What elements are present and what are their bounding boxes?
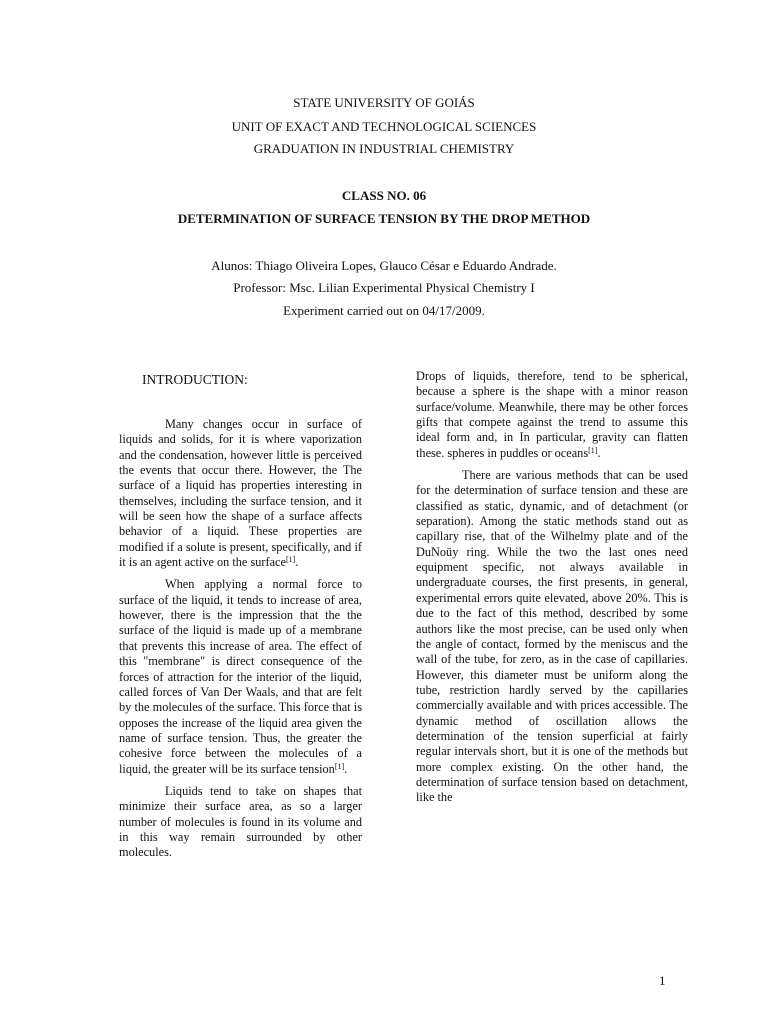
reference-marker: [1] [285, 555, 296, 565]
paragraph: There are various methods that can be used for the determination of surface tension and these are classified as static, dynamic, and of detachment (or separation). Among the static methods stand out as capillary rise, that of the Wilhelmy plate and of the DuNoüy ring. While the two the last ones need equipment specific, not always available in undergraduate courses, the first presents, in general, experimental errors quite elevated, above 20%. This is due to the fact of this method, described by some authors like the most precise, can be used only when the angle of contact, formed by the meniscus and the wall of the tube, for zero, as in the case of capillaries. However, this diameter must be uniform along the tube, restriction hardly served by the capillaries commercially available and with prices accessible. The dynamic method of oscillation allows the determination of the tension superficial at fairly regular intervals short, but it is one of the methods but more complex existing. On the other hand, the determination of surface tension based on detachment, like the [416, 468, 688, 805]
reference-marker: [1] [334, 761, 345, 771]
university-name: STATE UNIVERSITY OF GOIÁS [293, 95, 475, 110]
paragraph: Liquids tend to take on shapes that minimize their surface area, as so a larger number of molecules is found in its volume and in this way remain surrounded by other molecules. [119, 783, 362, 860]
unit-name: UNIT OF EXACT AND TECHNOLOGICAL SCIENCES [231, 119, 537, 134]
page-number: 1 [659, 973, 666, 988]
paragraph: Many changes occur in surface of liquids and solids, for it is where vaporization and the condensation, however little is perceived the events that occur there. However, the The surface of a liquid has properties interesting in themselves, including the surface tension, and it will be seen how the shape of a surface affects behavior of a liquid. These properties are modified if a solute is present, specifically, and if it is an agent active on the surface[1]. [119, 417, 362, 570]
experiment-date: Experiment carried out on 04/17/2009. [283, 303, 485, 318]
professor-line: Professor: Msc. Lilian Experimental Physical Chemistry I [233, 280, 535, 295]
reference-marker: [1] [588, 445, 598, 455]
introduction-heading: INTRODUCTION: [142, 372, 248, 387]
paragraph: Drops of liquids, therefore, tend to be spherical, because a sphere is the shape with a minor reason surface/volume. Meanwhile, there may be other forces gifts that compete against the trend to assume this ideal form and, in In particular, gravity can flatten these. spheres in puddles or oceans[1]. [416, 369, 688, 460]
students-line: Alunos: Thiago Oliveira Lopes, Glauco César e Eduardo Andrade. [211, 258, 557, 273]
right-column [416, 369, 688, 806]
graduation-name: GRADUATION IN INDUSTRIAL CHEMISTRY [253, 141, 515, 156]
paragraph: When applying a normal force to surface of the liquid, it tends to increase of area, however, there is the impression that the the surface of the liquid is made up of a membrane that prevents this increase of area. The effect of this "membrane" is direct consequence of the forces of attraction for the interior of the liquid, called forces of Van Der Waals, and that are felt by the molecules of the surface. This force that is opposes the increase of the liquid area given the name of surface tension. Thus, the greater the cohesive force between the molecules of a liquid, the greater will be its surface tension[1]. [119, 577, 362, 776]
document-title: DETERMINATION OF SURFACE TENSION BY THE DROP METHOD [177, 211, 591, 226]
left-column [119, 417, 362, 861]
class-number: CLASS NO. 06 [341, 188, 427, 203]
